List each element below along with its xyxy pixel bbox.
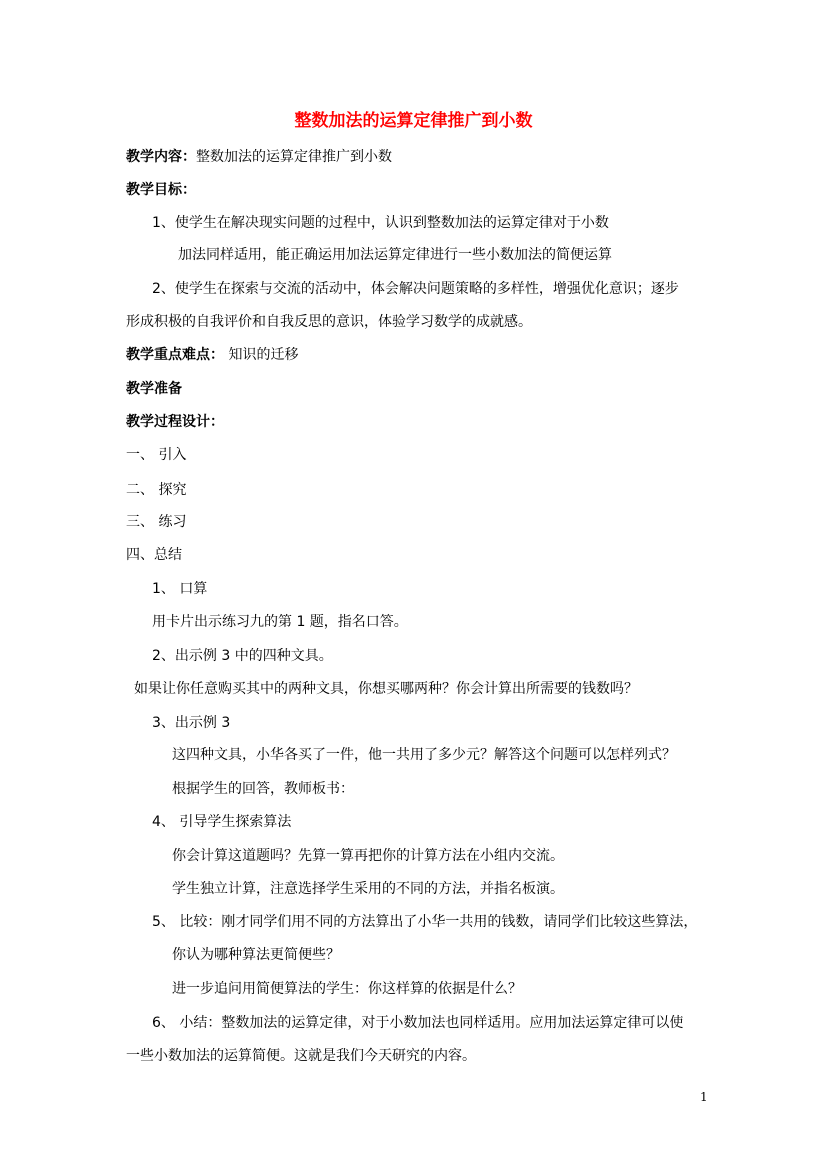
step-5-line-3: 进一步追问用简便算法的学生：你这样算的依据是什么？ <box>172 981 522 997</box>
step-6-line-2: 一些小数加法的运算简便。这就是我们今天研究的内容。 <box>126 1048 476 1064</box>
key-points-label: 教学重点难点： <box>126 347 224 363</box>
goal-2-line-2: 形成积极的自我评价和自我反思的意识，体验学习数学的成就感。 <box>126 314 532 330</box>
content-line <box>126 148 392 166</box>
step-5-line-2: 你认为哪种算法更简便些？ <box>172 947 340 963</box>
goal-2-line-1: 2、使学生在探索与交流的活动中，体会解决问题策略的多样性，增强优化意识；逐步 <box>152 281 679 297</box>
process-label: 教学过程设计： <box>126 414 224 430</box>
content-label: 教学内容： <box>126 149 196 165</box>
outline-item-summary: 四、总结 <box>126 547 182 563</box>
step-1-heading: 1、 口算 <box>152 581 208 597</box>
step-6-line-1: 6、 小结：整数加法的运算定律，对于小数加法也同样适用。应用加法运算定律可以使 <box>152 1015 684 1031</box>
goals-label: 教学目标： <box>126 182 196 198</box>
step-4-heading: 4、 引导学生探索算法 <box>152 814 292 830</box>
step-4-detail: 你会计算这道题吗？先算一算再把你的计算方法在小组内交流。 <box>172 848 564 864</box>
step-5-line-1: 5、 比较：刚才同学们用不同的方法算出了小华一共用的钱数，请同学们比较这些算法， <box>152 914 698 930</box>
step-3-heading: 3、出示例 3 <box>152 715 231 731</box>
step-3-detail: 这四种文具，小华各买了一件，他一共用了多少元？解答这个问题可以怎样列式？ <box>172 747 676 763</box>
step-3-detail-2: 根据学生的回答，教师板书： <box>172 781 354 797</box>
document-title: 整数加法的运算定律推广到小数 <box>294 111 533 131</box>
step-2-heading: 2、出示例 3 中的四种文具。 <box>152 648 333 664</box>
step-2-detail: 如果让你任意购买其中的两种文具，你想买哪两种？你会计算出所需要的钱数吗？ <box>134 681 638 697</box>
step-4-detail-2: 学生独立计算，注意选择学生采用的不同的方法，并指名板演。 <box>172 881 564 897</box>
content-text: 整数加法的运算定律推广到小数 <box>196 149 392 165</box>
preparation-label: 教学准备 <box>126 381 182 397</box>
outline-item-practice: 三、 练习 <box>126 514 187 530</box>
step-1-detail: 用卡片出示练习九的第 1 题，指名口答。 <box>152 614 408 630</box>
page-number: 1 <box>700 1090 708 1104</box>
goal-1-line-1: 1、使学生在解决现实问题的过程中，认识到整数加法的运算定律对于小数 <box>152 215 609 231</box>
key-points-line <box>126 346 298 364</box>
outline-item-explore: 二、 探究 <box>126 482 187 498</box>
key-points-text: 知识的迁移 <box>228 347 299 363</box>
goal-1-line-2: 加法同样适用，能正确运用加法运算定律进行一些小数加法的简便运算 <box>178 247 612 263</box>
outline-item-intro: 一、 引入 <box>126 447 187 463</box>
